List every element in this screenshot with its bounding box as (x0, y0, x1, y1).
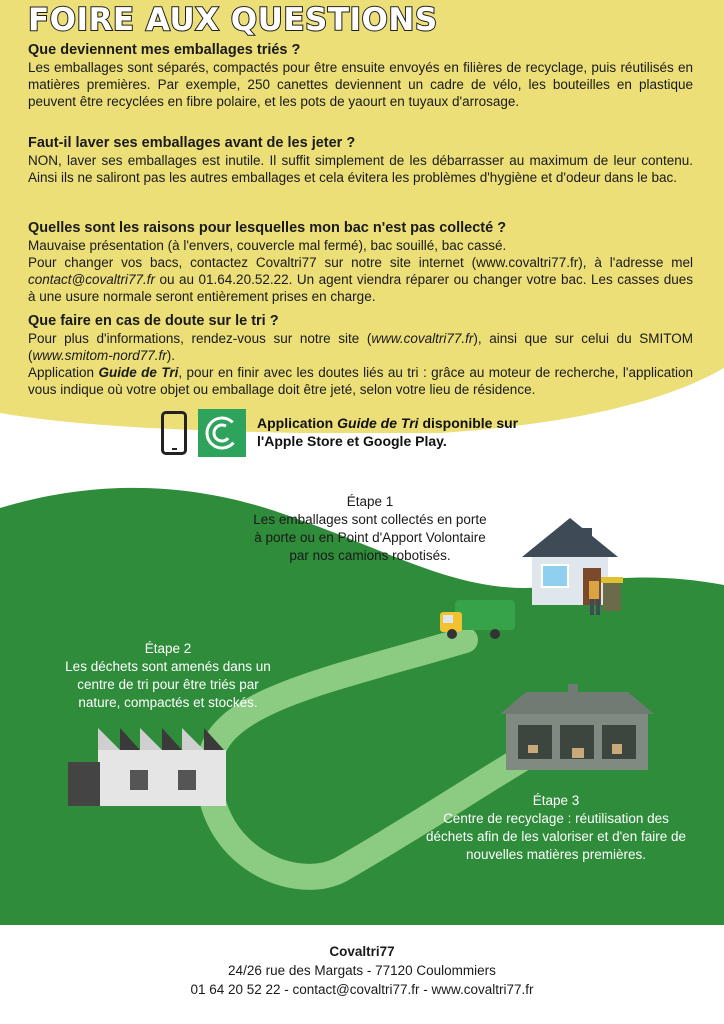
step-title: Étape 1 (346, 494, 394, 509)
faq-answer: Pour plus d'informations, rendez-vous sur notre site (www.covaltri77.fr), ainsi que sur celui du SMITOM (www.smitom-nord77.fr). (28, 331, 693, 363)
step-text: Les emballages sont collectés en porte à porte ou en Point d'Apport Volontaire par nos camions robotisés. (253, 512, 487, 563)
faq-item-2 (28, 135, 693, 186)
guide-de-tri-logo-icon[interactable] (198, 409, 246, 457)
step-text: Les déchets sont amenés dans un centre de tri pour être triés par nature, compactés et stockés. (65, 659, 271, 710)
faq-answer: NON, laver ses emballages est inutile. Il suffit simplement de les débarrasser au maximum de leur contenu. Ainsi ils ne saliront pas les autres emballages et cela évitera les problèmes d'hygiène et d'odeur dans le bac. (28, 153, 693, 185)
step-3-caption (420, 792, 692, 864)
app-availability-text: Application Guide de Tri disponible sur l'Apple Store et Google Play. (257, 415, 519, 449)
faq-answer: Pour changer vos bacs, contactez Covaltri77 sur notre site internet (www.covaltri77.fr), à l'adresse mel contact@covaltri77.fr ou au 01.64.20.52.22. Un agent viendra réparer ou changer votre bac. Les casses dues à une usure normale seront entièrement prises en charge. (28, 255, 693, 304)
step-1-caption (250, 493, 490, 565)
faq-item-1 (28, 42, 693, 110)
faq-item-4 (28, 313, 693, 398)
email-link[interactable]: contact@covaltri77.fr (28, 272, 156, 287)
faq-answer: Les emballages sont séparés, compactés pour être ensuite envoyés en filières de recyclage, puis réutilisés en matières premières. Par exemple, 250 canettes deviennent un cadre de vélo, les bouteilles en plastique peuvent être recyclées en fibre polaire, et les pots de yaourt en tuyaux d'arrosage. (28, 60, 693, 109)
faq-answer: Application Guide de Tri, pour en finir avec les doutes liés au tri : grâce au moteur de recherche, l'application vous indique où votre objet ou emballage doit être jeté, selon votre lieu de résidence. (28, 365, 694, 397)
step-text: Centre de recyclage : réutilisation des déchets afin de les valoriser et d'en faire de nouvelles matières premières. (426, 811, 686, 862)
footer-contact[interactable]: 01 64 20 52 22 - contact@covaltri77.fr - www.covaltri77.fr (190, 982, 534, 997)
faq-question: Quelles sont les raisons pour lesquelles mon bac n'est pas collecté ? (28, 220, 507, 236)
faq-answer: Mauvaise présentation (à l'envers, couvercle mal fermé), bac souillé, bac cassé. (28, 238, 507, 253)
website-link[interactable]: www.covaltri77.fr (371, 331, 474, 346)
recycling-center-illustration (500, 684, 654, 770)
faq-item-3 (28, 220, 693, 305)
step-2-caption (58, 640, 278, 712)
step-title: Étape 2 (144, 641, 192, 656)
smartphone-icon (161, 411, 187, 455)
smitom-link[interactable]: www.smitom-nord77.fr (32, 348, 167, 363)
step-title: Étape 3 (532, 793, 580, 808)
footer-name: Covaltri77 (329, 944, 395, 959)
footer (0, 942, 724, 999)
app-name: Guide de Tri (98, 365, 179, 380)
faq-question: Que deviennent mes emballages triés ? (28, 42, 301, 58)
page-title: FOIRE AUX QUESTIONS (28, 2, 438, 38)
footer-address: 24/26 rue des Margats - 77120 Coulommiers (228, 963, 496, 978)
faq-question: Faut-il laver ses emballages avant de les jeter ? (28, 135, 356, 151)
faq-question: Que faire en cas de doute sur le tri ? (28, 313, 279, 329)
